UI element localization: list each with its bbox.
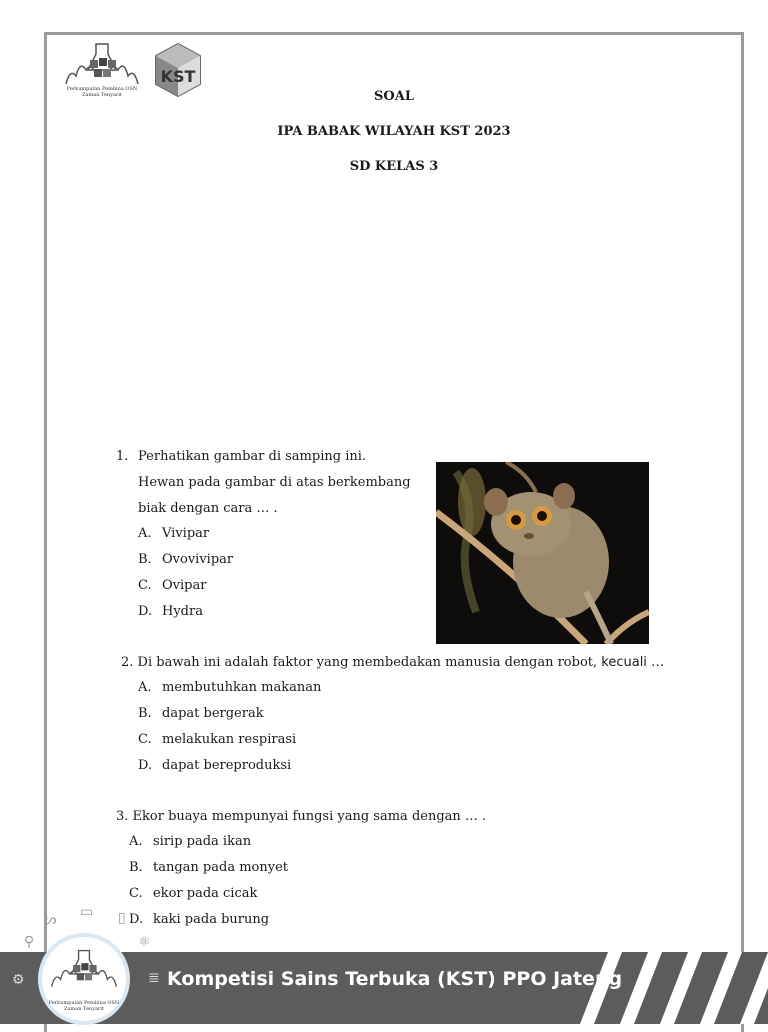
clipboard-icon: ▯ xyxy=(118,910,126,926)
tarsier-photo xyxy=(436,462,649,644)
q2-emphasis: kecuali xyxy=(601,655,647,670)
atom-icon: ⚛ xyxy=(138,934,151,950)
q2-option-b[interactable]: B. dapat bergerak xyxy=(138,706,264,721)
q3-option-a[interactable]: A. sirip pada ikan xyxy=(129,834,252,849)
q3-option-c[interactable]: C. ekor pada cicak xyxy=(129,886,258,901)
microscope-icon: ⚲ xyxy=(24,934,35,950)
dna-icon: ᔕ xyxy=(44,912,57,928)
q2-option-d[interactable]: D. dapat bereproduksi xyxy=(138,758,292,773)
doc-subtitle: IPA BABAK WILAYAH KST 2023 xyxy=(277,124,511,139)
q3-option-d[interactable]: D. kaki pada burung xyxy=(129,912,270,927)
osn-logo-caption: Perkumpulan Pembina OSN Zaman Tenyarit xyxy=(66,86,138,98)
q1-option-b[interactable]: B. Ovovivipar xyxy=(138,552,234,567)
kst-logo-text: KST xyxy=(160,67,196,86)
badge-caption: Perkumpulan Pembina OSN Zaman Tenyarit xyxy=(48,1000,120,1012)
gear-icon: ⚙ xyxy=(12,972,25,988)
q2-stem: 2. Di bawah ini adalah faktor yang membedakan manusia dengan robot, kecuali … xyxy=(121,655,665,670)
ruler-icon: ≣ xyxy=(148,970,160,986)
q2-option-a[interactable]: A. membutuhkan makanan xyxy=(138,680,322,695)
q3-option-b[interactable]: B. tangan pada monyet xyxy=(129,860,288,875)
briefcase-icon: ▭ xyxy=(80,904,94,920)
q2-option-c[interactable]: C. melakukan respirasi xyxy=(138,732,297,747)
q1-option-a[interactable]: A. Vivipar xyxy=(138,526,210,541)
doc-grade: SD KELAS 3 xyxy=(349,159,439,174)
q1-line-2: Hewan pada gambar di atas berkembang xyxy=(138,475,411,490)
q1-number: 1. xyxy=(116,449,129,464)
q1-line-1: Perhatikan gambar di samping ini. xyxy=(138,449,367,464)
q1-option-c[interactable]: C. Ovipar xyxy=(138,578,207,593)
footer-title: Kompetisi Sains Terbuka (KST) PPO Jateng xyxy=(167,968,623,990)
q3-stem: 3. Ekor buaya mempunyai fungsi yang sama dengan … . xyxy=(116,809,487,824)
q1-line-3: biak dengan cara … . xyxy=(138,501,278,516)
q1-option-d[interactable]: D. Hydra xyxy=(138,604,203,619)
doc-title: SOAL xyxy=(374,89,414,104)
badge-osn-logo xyxy=(48,947,120,1001)
